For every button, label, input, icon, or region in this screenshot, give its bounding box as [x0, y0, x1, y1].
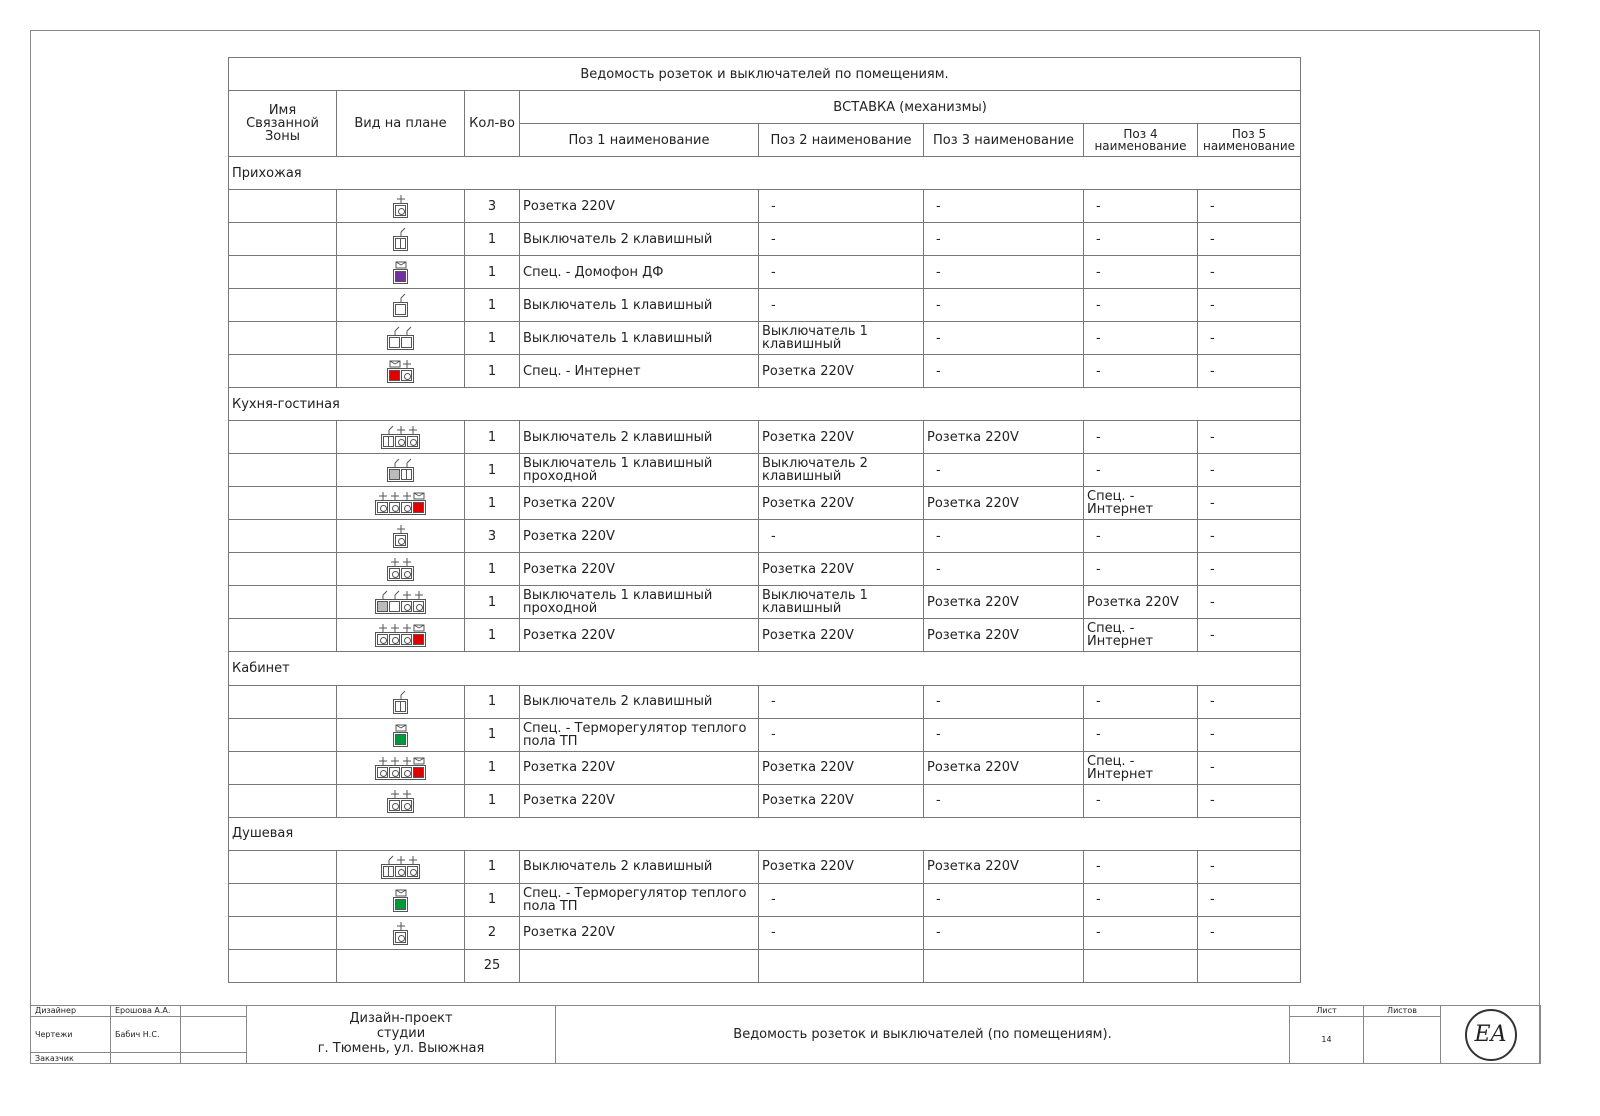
- pos5-cell: -: [1198, 586, 1301, 619]
- pos4-cell: Розетка 220V: [1084, 586, 1198, 619]
- plan-symbol-pass-switch1-outlet2-icon: [375, 590, 426, 614]
- table-row: [229, 784, 1301, 817]
- qty-cell: 2: [465, 916, 520, 949]
- header-pos2: Поз 2 наименование: [759, 124, 924, 157]
- pos2-cell: Выключатель 2 клавишный: [759, 454, 924, 487]
- pos5-cell: -: [1198, 487, 1301, 520]
- pos4-cell: -: [1084, 685, 1198, 718]
- pos1-cell: Выключатель 2 клавишный: [520, 223, 759, 256]
- plan-view-cell: [337, 685, 465, 718]
- pos4-cell: -: [1084, 454, 1198, 487]
- header-plan-view: Вид на плане: [337, 91, 465, 157]
- plan-view-cell: [337, 322, 465, 355]
- tb-sheets-label: Листов: [1364, 1006, 1441, 1017]
- pos2-cell: -: [759, 520, 924, 553]
- table-row: [229, 190, 1301, 223]
- plan-view-cell: [337, 619, 465, 652]
- section-name: Душевая: [229, 817, 1301, 850]
- qty-cell: 1: [465, 685, 520, 718]
- tb-sign-designer: [181, 1006, 247, 1017]
- pos4-cell: -: [1084, 421, 1198, 454]
- pos3-cell: -: [924, 289, 1084, 322]
- tb-sheets-total: [1364, 1016, 1441, 1063]
- pos1-cell: Розетка 220V: [520, 916, 759, 949]
- pos3-cell: -: [924, 883, 1084, 916]
- table-row: [229, 421, 1301, 454]
- pos5-cell: -: [1198, 916, 1301, 949]
- total-blank: [759, 949, 924, 982]
- qty-cell: 3: [465, 520, 520, 553]
- pos3-cell: Розетка 220V: [924, 850, 1084, 883]
- pos5-cell: -: [1198, 520, 1301, 553]
- pos4-cell: -: [1084, 520, 1198, 553]
- plan-symbol-switch2-outlet-outlet-icon: [381, 425, 420, 449]
- plan-symbol-switch1-icon: [393, 293, 408, 317]
- qty-cell: 1: [465, 553, 520, 586]
- table-row: [229, 586, 1301, 619]
- schedule-body: [229, 157, 1301, 983]
- plan-view-cell: [337, 520, 465, 553]
- tb-sign-client: [181, 1053, 247, 1064]
- table-row: [229, 685, 1301, 718]
- qty-cell: 1: [465, 322, 520, 355]
- pos4-cell: -: [1084, 718, 1198, 751]
- pos3-cell: -: [924, 520, 1084, 553]
- qty-cell: 1: [465, 718, 520, 751]
- zone-cell: [229, 850, 337, 883]
- pos4-cell: Спец. - Интернет: [1084, 751, 1198, 784]
- pos1-cell: Выключатель 2 клавишный: [520, 685, 759, 718]
- table-row: [229, 718, 1301, 751]
- header-insert: ВСТАВКА (механизмы): [520, 91, 1301, 124]
- section-name: Кабинет: [229, 652, 1301, 685]
- pos3-cell: -: [924, 355, 1084, 388]
- plan-view-cell: [337, 850, 465, 883]
- section-row: [229, 157, 1301, 190]
- plan-view-cell: [337, 190, 465, 223]
- pos2-cell: Розетка 220V: [759, 421, 924, 454]
- plan-view-cell: [337, 421, 465, 454]
- plan-symbol-switch2-icon: [393, 227, 408, 251]
- qty-cell: 1: [465, 421, 520, 454]
- qty-cell: 1: [465, 223, 520, 256]
- pos1-cell: Розетка 220V: [520, 520, 759, 553]
- total-qty: 25: [465, 949, 520, 982]
- zone-cell: [229, 223, 337, 256]
- pos3-cell: Розетка 220V: [924, 751, 1084, 784]
- pos2-cell: Розетка 220V: [759, 487, 924, 520]
- pos3-cell: -: [924, 916, 1084, 949]
- pos3-cell: -: [924, 223, 1084, 256]
- title-block: [30, 1005, 1541, 1064]
- pos5-cell: -: [1198, 322, 1301, 355]
- zone-cell: [229, 553, 337, 586]
- pos3-cell: -: [924, 685, 1084, 718]
- plan-symbol-outlet-icon: [393, 194, 408, 218]
- zone-cell: [229, 916, 337, 949]
- qty-cell: 1: [465, 751, 520, 784]
- pos1-cell: Розетка 220V: [520, 751, 759, 784]
- pos3-cell: Розетка 220V: [924, 586, 1084, 619]
- pos1-cell: Розетка 220V: [520, 487, 759, 520]
- qty-cell: 1: [465, 883, 520, 916]
- pos4-cell: -: [1084, 223, 1198, 256]
- pos5-cell: -: [1198, 190, 1301, 223]
- pos4-cell: -: [1084, 883, 1198, 916]
- pos4-cell: -: [1084, 850, 1198, 883]
- zone-cell: [229, 751, 337, 784]
- pos1-cell: Розетка 220V: [520, 190, 759, 223]
- plan-symbol-intercom-icon: [393, 260, 408, 284]
- total-row: [229, 949, 1301, 982]
- plan-view-cell: [337, 883, 465, 916]
- section-name: Прихожая: [229, 157, 1301, 190]
- plan-symbol-thermostat-icon: [393, 888, 408, 912]
- zone-cell: [229, 883, 337, 916]
- table-row: [229, 553, 1301, 586]
- table-row: [229, 520, 1301, 553]
- tb-project-line3: г. Тюмень, ул. Выюжная: [317, 1040, 485, 1056]
- zone-cell: [229, 256, 337, 289]
- pos2-cell: -: [759, 256, 924, 289]
- plan-symbol-outlet-icon: [393, 524, 408, 548]
- pos1-cell: Розетка 220V: [520, 553, 759, 586]
- section-name: Кухня-гостиная: [229, 388, 1301, 421]
- tb-logo-cell: [1441, 1006, 1541, 1064]
- pos1-cell: Выключатель 1 клавишный: [520, 289, 759, 322]
- total-blank: [229, 949, 337, 982]
- pos1-cell: Выключатель 2 клавишный: [520, 421, 759, 454]
- zone-cell: [229, 322, 337, 355]
- schedule-title: Ведомость розеток и выключателей по помещениям.: [229, 58, 1301, 91]
- zone-cell: [229, 586, 337, 619]
- pos1-cell: Выключатель 1 клавишный проходной: [520, 454, 759, 487]
- pos2-cell: Розетка 220V: [759, 850, 924, 883]
- table-row: [229, 487, 1301, 520]
- tb-project: [247, 1006, 556, 1064]
- pos2-cell: Розетка 220V: [759, 619, 924, 652]
- plan-symbol-switch2-icon: [393, 690, 408, 714]
- pos4-cell: -: [1084, 355, 1198, 388]
- plan-symbol-switch2-outlet-outlet-icon: [381, 855, 420, 879]
- qty-cell: 1: [465, 256, 520, 289]
- zone-cell: [229, 685, 337, 718]
- socket-switch-schedule: [228, 57, 1301, 983]
- pos1-cell: Спец. - Терморегулятор теплого пола ТП: [520, 883, 759, 916]
- tb-name-drawings: Бабич Н.С.: [111, 1016, 181, 1052]
- tb-role-designer: Дизайнер: [31, 1006, 111, 1017]
- header-zone: Имя Связанной Зоны: [229, 91, 337, 157]
- plan-symbol-outlet3-internet-icon: [375, 756, 426, 780]
- tb-name-client: [111, 1053, 181, 1064]
- studio-logo: EA: [1465, 1009, 1517, 1061]
- qty-cell: 1: [465, 850, 520, 883]
- table-row: [229, 289, 1301, 322]
- pos5-cell: -: [1198, 685, 1301, 718]
- pos3-cell: -: [924, 190, 1084, 223]
- zone-cell: [229, 718, 337, 751]
- pos4-cell: -: [1084, 322, 1198, 355]
- plan-symbol-thermostat-icon: [393, 723, 408, 747]
- total-blank: [1084, 949, 1198, 982]
- total-blank: [337, 949, 465, 982]
- qty-cell: 1: [465, 487, 520, 520]
- pos3-cell: -: [924, 322, 1084, 355]
- pos5-cell: -: [1198, 718, 1301, 751]
- pos2-cell: Розетка 220V: [759, 355, 924, 388]
- pos3-cell: Розетка 220V: [924, 421, 1084, 454]
- pos5-cell: -: [1198, 784, 1301, 817]
- pos5-cell: -: [1198, 454, 1301, 487]
- pos3-cell: Розетка 220V: [924, 619, 1084, 652]
- tb-project-line2: студии: [376, 1026, 426, 1042]
- plan-view-cell: [337, 784, 465, 817]
- plan-view-cell: [337, 256, 465, 289]
- pos4-cell: -: [1084, 289, 1198, 322]
- pos2-cell: Выключатель 1 клавишный: [759, 322, 924, 355]
- qty-cell: 1: [465, 619, 520, 652]
- pos5-cell: -: [1198, 289, 1301, 322]
- zone-cell: [229, 784, 337, 817]
- tb-sheet-number: 14: [1290, 1016, 1364, 1063]
- tb-sign-drawings: [181, 1016, 247, 1052]
- qty-cell: 1: [465, 586, 520, 619]
- plan-symbol-outlet-x2-icon: [387, 557, 414, 581]
- plan-symbol-switch1-x2-icon: [387, 326, 414, 350]
- pos5-cell: -: [1198, 355, 1301, 388]
- pos3-cell: -: [924, 256, 1084, 289]
- pos2-cell: Розетка 220V: [759, 751, 924, 784]
- pos1-cell: Спец. - Домофон ДФ: [520, 256, 759, 289]
- zone-cell: [229, 619, 337, 652]
- zone-cell: [229, 487, 337, 520]
- qty-cell: 1: [465, 454, 520, 487]
- pos2-cell: Выключатель 1 клавишный: [759, 586, 924, 619]
- plan-symbol-outlet3-internet-icon: [375, 491, 426, 515]
- qty-cell: 1: [465, 289, 520, 322]
- table-row: [229, 256, 1301, 289]
- table-row: [229, 916, 1301, 949]
- plan-symbol-outlet-x2-icon: [387, 789, 414, 813]
- plan-symbol-outlet-icon: [393, 921, 408, 945]
- pos3-cell: Розетка 220V: [924, 487, 1084, 520]
- tb-role-drawings: Чертежи: [31, 1016, 111, 1052]
- pos4-cell: -: [1084, 784, 1198, 817]
- pos1-cell: Выключатель 1 клавишный: [520, 322, 759, 355]
- pos1-cell: Розетка 220V: [520, 619, 759, 652]
- plan-view-cell: [337, 355, 465, 388]
- pos5-cell: -: [1198, 421, 1301, 454]
- pos2-cell: -: [759, 718, 924, 751]
- pos5-cell: -: [1198, 619, 1301, 652]
- pos4-cell: -: [1084, 916, 1198, 949]
- plan-symbol-internet-outlet-icon: [387, 359, 414, 383]
- table-row: [229, 850, 1301, 883]
- section-row: [229, 388, 1301, 421]
- pos5-cell: -: [1198, 256, 1301, 289]
- header-pos5: Поз 5 наименование: [1198, 124, 1301, 157]
- plan-symbol-pass-switch2-icon: [387, 458, 414, 482]
- pos5-cell: -: [1198, 751, 1301, 784]
- tb-project-line1: Дизайн-проект: [349, 1011, 453, 1027]
- zone-cell: [229, 355, 337, 388]
- pos2-cell: Розетка 220V: [759, 784, 924, 817]
- pos3-cell: -: [924, 718, 1084, 751]
- zone-cell: [229, 421, 337, 454]
- pos2-cell: -: [759, 916, 924, 949]
- pos5-cell: -: [1198, 223, 1301, 256]
- plan-symbol-outlet3-internet-icon: [375, 623, 426, 647]
- plan-view-cell: [337, 553, 465, 586]
- qty-cell: 1: [465, 784, 520, 817]
- zone-cell: [229, 454, 337, 487]
- pos4-cell: Спец. - Интернет: [1084, 619, 1198, 652]
- qty-cell: 1: [465, 355, 520, 388]
- pos2-cell: Розетка 220V: [759, 553, 924, 586]
- pos4-cell: -: [1084, 256, 1198, 289]
- table-row: [229, 223, 1301, 256]
- plan-view-cell: [337, 289, 465, 322]
- pos1-cell: Выключатель 2 клавишный: [520, 850, 759, 883]
- plan-view-cell: [337, 487, 465, 520]
- tb-name-designer: Ерошова А.А.: [111, 1006, 181, 1017]
- table-row: [229, 322, 1301, 355]
- pos5-cell: -: [1198, 850, 1301, 883]
- pos1-cell: Выключатель 1 клавишный проходной: [520, 586, 759, 619]
- table-row: [229, 454, 1301, 487]
- pos4-cell: -: [1084, 190, 1198, 223]
- plan-view-cell: [337, 223, 465, 256]
- zone-cell: [229, 520, 337, 553]
- pos2-cell: -: [759, 883, 924, 916]
- pos2-cell: -: [759, 223, 924, 256]
- pos1-cell: Розетка 220V: [520, 784, 759, 817]
- total-blank: [1198, 949, 1301, 982]
- header-pos3: Поз 3 наименование: [924, 124, 1084, 157]
- pos1-cell: Спец. - Терморегулятор теплого пола ТП: [520, 718, 759, 751]
- tb-role-client: Заказчик: [31, 1053, 111, 1064]
- pos4-cell: -: [1084, 553, 1198, 586]
- section-row: [229, 817, 1301, 850]
- plan-view-cell: [337, 586, 465, 619]
- pos4-cell: Спец. - Интернет: [1084, 487, 1198, 520]
- qty-cell: 3: [465, 190, 520, 223]
- table-row: [229, 355, 1301, 388]
- zone-cell: [229, 190, 337, 223]
- tb-sheet-title: Ведомость розеток и выключателей (по помещениям).: [556, 1006, 1290, 1064]
- table-row: [229, 751, 1301, 784]
- pos3-cell: -: [924, 784, 1084, 817]
- header-pos4: Поз 4 наименование: [1084, 124, 1198, 157]
- plan-view-cell: [337, 751, 465, 784]
- total-blank: [520, 949, 759, 982]
- pos1-cell: Спец. - Интернет: [520, 355, 759, 388]
- pos5-cell: -: [1198, 553, 1301, 586]
- table-row: [229, 883, 1301, 916]
- plan-view-cell: [337, 916, 465, 949]
- pos2-cell: -: [759, 685, 924, 718]
- pos2-cell: -: [759, 289, 924, 322]
- plan-view-cell: [337, 454, 465, 487]
- total-blank: [924, 949, 1084, 982]
- pos2-cell: -: [759, 190, 924, 223]
- table-row: [229, 619, 1301, 652]
- pos5-cell: -: [1198, 883, 1301, 916]
- section-row: [229, 652, 1301, 685]
- pos3-cell: -: [924, 454, 1084, 487]
- header-pos1: Поз 1 наименование: [520, 124, 759, 157]
- tb-sheet-label: Лист: [1290, 1006, 1364, 1017]
- plan-view-cell: [337, 718, 465, 751]
- header-qty: Кол-во: [465, 91, 520, 157]
- zone-cell: [229, 289, 337, 322]
- pos3-cell: -: [924, 553, 1084, 586]
